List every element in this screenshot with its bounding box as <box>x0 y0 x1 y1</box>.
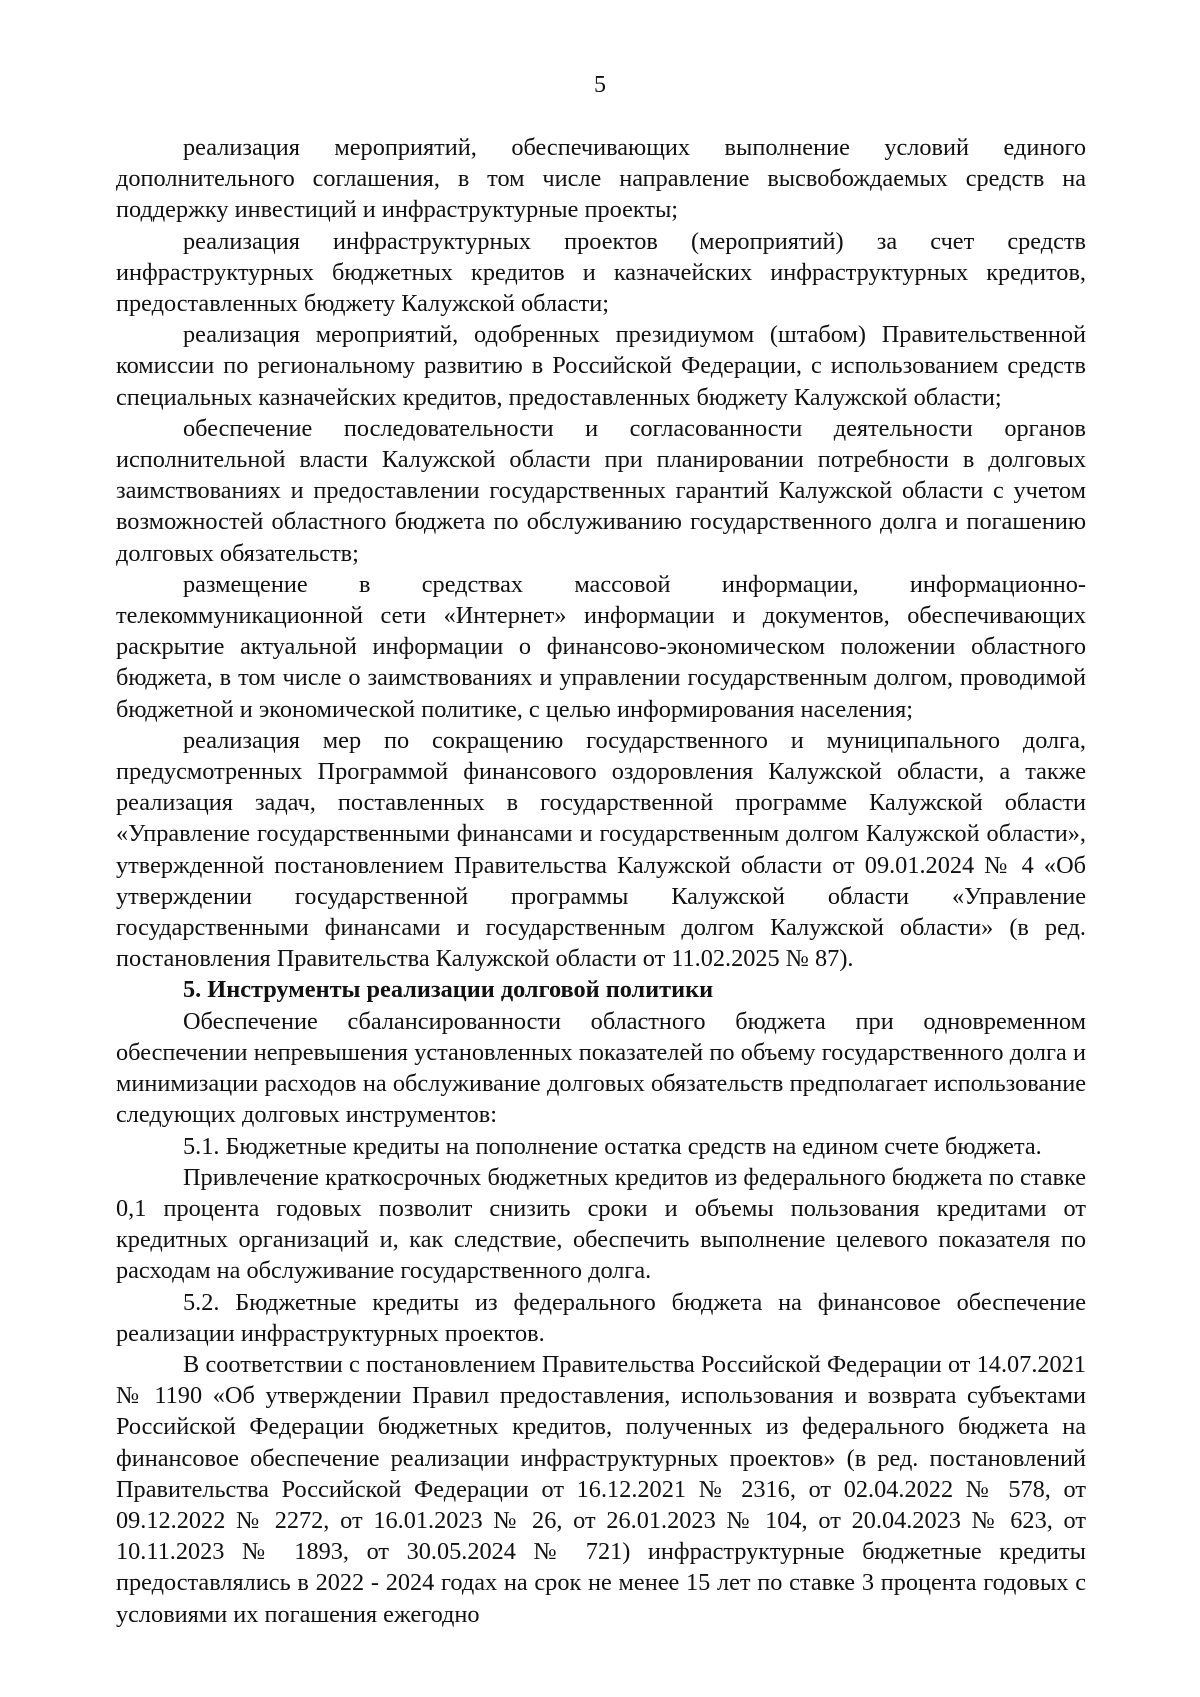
paragraph-balance: Обеспечение сбалансированности областного бюджета при одновременном обеспечении непревышения установленных показателей по объему государственного долга и минимизации расходов на обслуживание долговых обязательств предполагает использование следующих долговых инструментов: <box>116 1007 1086 1129</box>
paragraph-measures-agreement: реализация мероприятий, обеспечивающих выполнение условий единого дополнительного соглашения, в том числе направление высвобождаемых средств на поддержку инвестиций и инфраструктурные проекты; <box>116 134 1086 224</box>
document-body <box>116 132 1086 1630</box>
paragraph-debt-reduction: реализация мер по сокращению государственного и муниципального долга, предусмотренных Программой финансового оздоровления Калужской области, а также реализация задач, поставленных в государственной программе Калужской области «Управление государственными финансами и государственным долгом Калужской области», утвержденной постановлением Правительства Калужской области от 09.01.2024 № 4 «Об утверждении государственной программы Калужской области «Управление государственными финансами и государственным долгом Калужской области» (в ред. постановления Правительства Калужской области от 11.02.2025 № 87). <box>116 726 1086 973</box>
paragraph-regulation-1190: В соответствии с постановлением Правительства Российской Федерации от 14.07.2021 № 1190 «Об утверждении Правил предоставления, использования и возврата субъектами Российской Федерации бюджетных кредитов, полученных из федерального бюджета на финансовое обеспечение реализации инфраструктурных проектов» (в ред. постановлений Правительства Российской Федерации от 16.12.2021 № 2316, от 02.04.2022 № 578, от 09.12.2022 № 2272, от 16.01.2023 № 26, от 26.01.2023 № 104, от 20.04.2023 № 623, от 10.11.2023 № 1893, от 30.05.2024 № 721) инфраструктурные бюджетные кредиты предоставлялись в 2022 - 2024 годах на срок не менее 15 лет по ставке 3 процента годовых с условиями их погашения ежегодно <box>116 1350 1086 1628</box>
paragraph-coordination: обеспечение последовательности и согласованности деятельности органов исполнительной власти Калужской области при планировании потребности в долговых заимствованиях и предоставлении государственных гарантий Калужской области с учетом возможностей областного бюджета по обслуживанию государственного долга и погашению долговых обязательств; <box>116 414 1086 567</box>
paragraph-short-term-credits: Привлечение краткосрочных бюджетных кредитов из федерального бюджета по ставке 0,1 процента годовых позволит снизить сроки и объемы пользования кредитами от кредитных организаций и, как следствие, обеспечить выполнение целевого показателя по расходам на обслуживание государственного долга. <box>116 1163 1086 1285</box>
paragraph-5-2: 5.2. Бюджетные кредиты из федерального бюджета на финансовое обеспечение реализации инфраструктурных проектов. <box>116 1288 1086 1347</box>
paragraph-presidium-measures: реализация мероприятий, одобренных президиумом (штабом) Правительственной комиссии по региональному развитию в Российской Федерации, с использованием средств специальных казначейских кредитов, предоставленных бюджету Калужской области; <box>116 321 1086 411</box>
paragraph-media-disclosure: размещение в средствах массовой информации, информационно-телекоммуникационной сети «Интернет» информации и документов, обеспечивающих раскрытие актуальной информации о финансово-экономическом положении областного бюджета, в том числе о заимствованиях и управлении государственным долгом, проводимой бюджетной и экономической политике, с целью информирования населения; <box>116 570 1086 723</box>
section-heading: 5. Инструменты реализации долговой политики <box>183 976 714 1004</box>
paragraph-5-1: 5.1. Бюджетные кредиты на пополнение остатка средств на едином счете бюджета. <box>183 1132 1042 1160</box>
paragraph-infrastructure-projects: реализация инфраструктурных проектов (мероприятий) за счет средств инфраструктурных бюджетных кредитов и казначейских инфраструктурных кредитов, предоставленных бюджету Калужской области; <box>116 227 1086 318</box>
page-number: 5 <box>594 72 606 98</box>
